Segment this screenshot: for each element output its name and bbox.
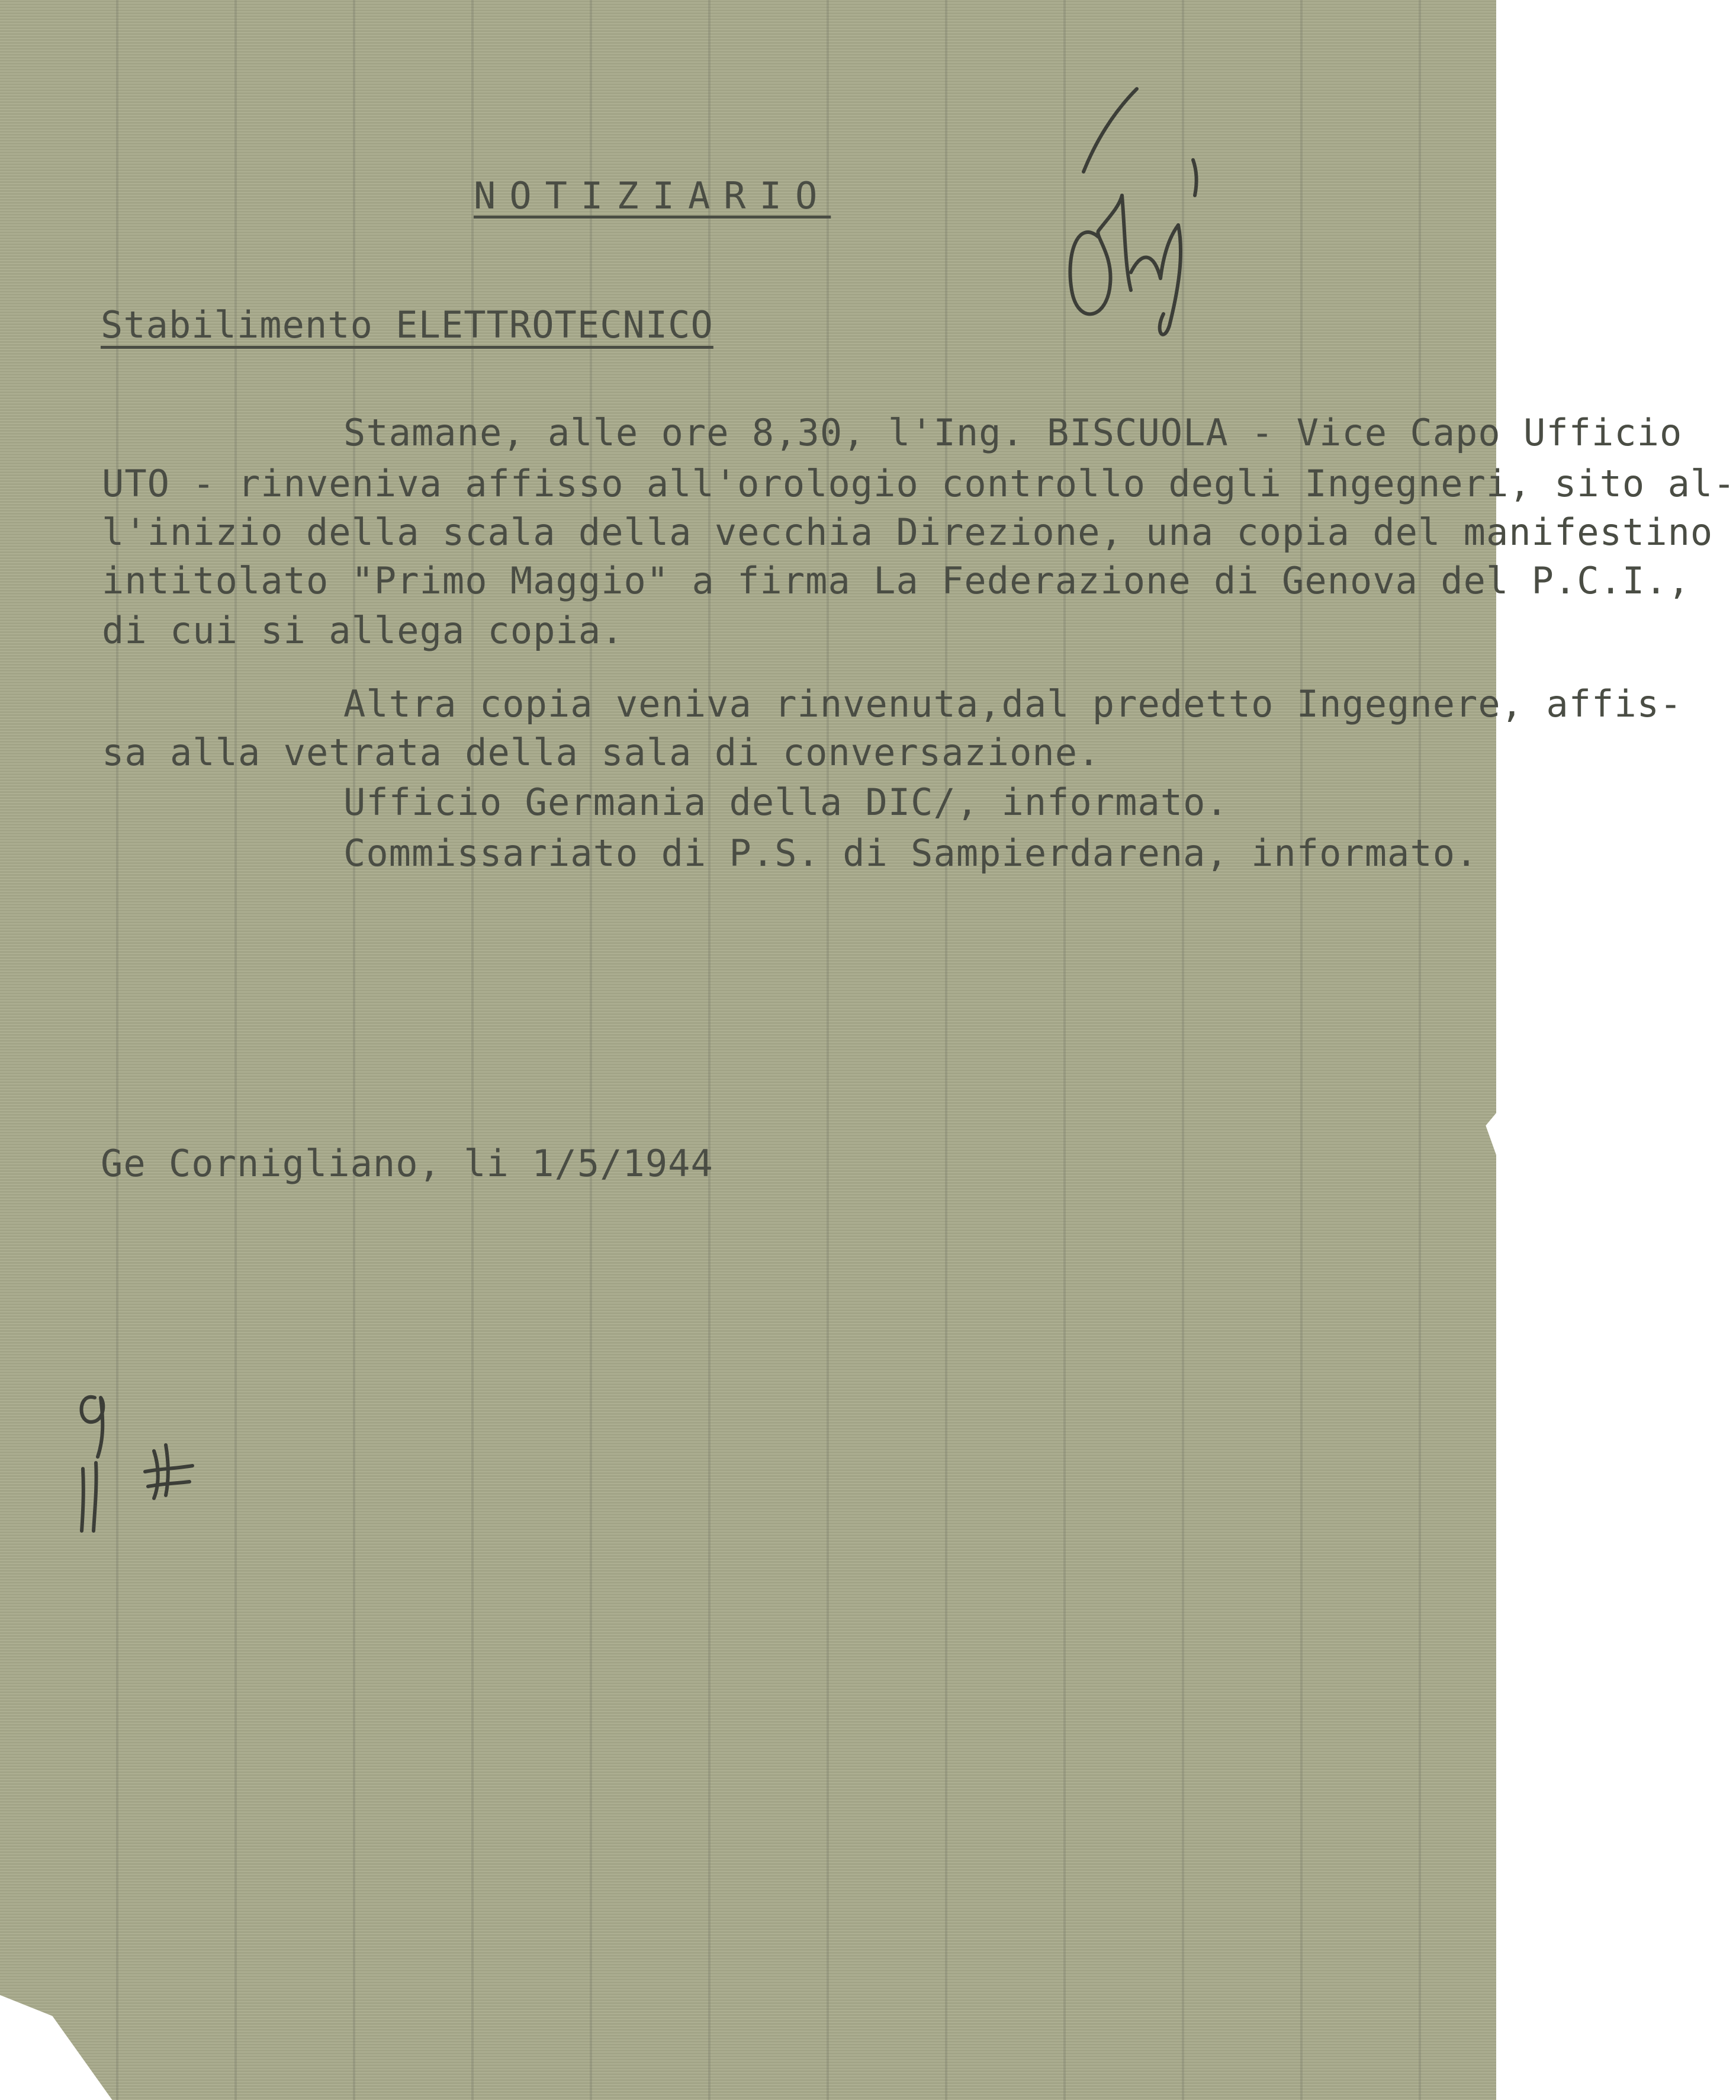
body-line-6: Altra copia veniva rinvenuta,dal predetto Ingegnere, affis- xyxy=(343,682,1683,725)
handwritten-signature xyxy=(1042,77,1220,349)
dateline: Ge Cornigliano, li 1/5/1944 xyxy=(101,1142,713,1185)
body-line-8: Ufficio Germania della DIC/, informato. xyxy=(343,781,1229,824)
body-line-2: UTO - rinveniva affisso all'orologio controllo degli Ingegneri, sito al- xyxy=(102,462,1736,505)
body-line-4: intitolato "Primo Maggio" a firma La Federazione di Genova del P.C.I., xyxy=(102,559,1690,602)
body-line-9: Commissariato di P.S. di Sampierdarena, informato. xyxy=(343,831,1478,875)
section-heading: Stabilimento ELETTROTECNICO xyxy=(101,303,713,346)
pencil-numeral-marks xyxy=(71,1380,213,1540)
body-line-7: sa alla vetrata della sala di conversazione. xyxy=(102,731,1101,774)
body-line-5: di cui si allega copia. xyxy=(102,609,624,652)
document-title: NOTIZIARIO xyxy=(474,174,831,217)
body-line-1: Stamane, alle ore 8,30, l'Ing. BISCUOLA - Vice Capo Ufficio xyxy=(343,411,1683,454)
body-line-3: l'inizio della scala della vecchia Direzione, una copia del manifestino xyxy=(102,510,1714,554)
